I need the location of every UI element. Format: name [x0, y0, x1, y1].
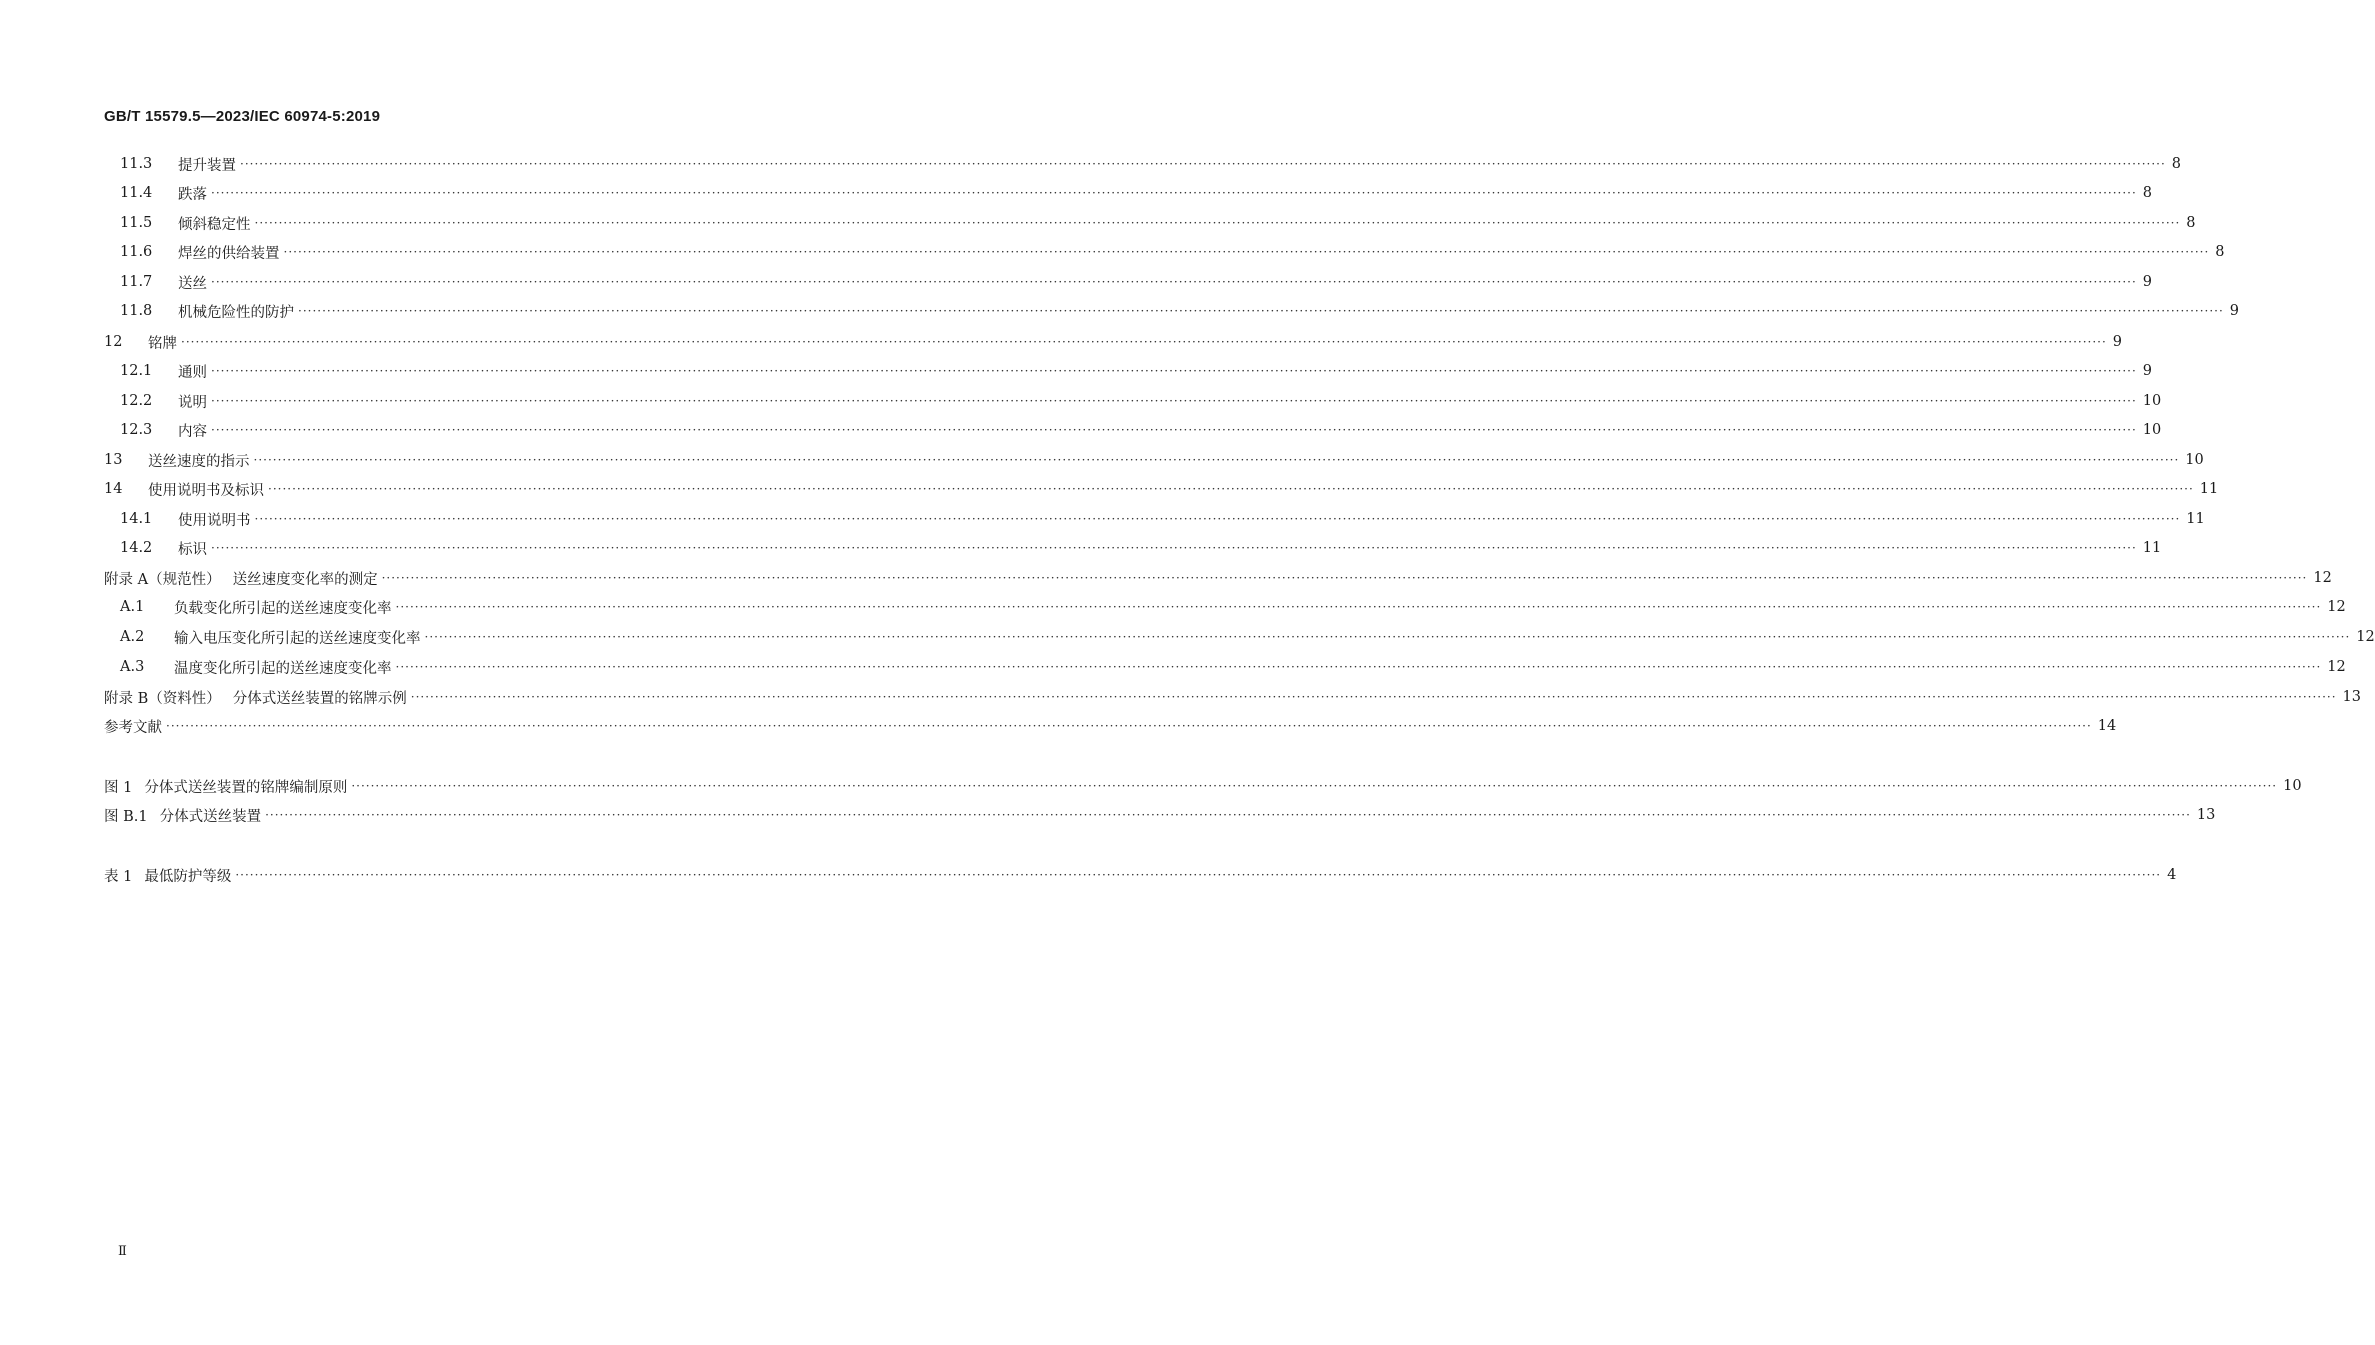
- toc-entry-title: 通则: [178, 364, 207, 381]
- dot-leader: ················································································································································································································································································································································································································: [181, 335, 2107, 349]
- dot-leader: ················································································································································································································································································································································································································: [211, 541, 2137, 555]
- dot-leader: ················································································································································································································································································································································································································: [395, 660, 2322, 674]
- toc-entry-page: 10: [2185, 452, 2204, 468]
- toc-entry[interactable]: [0, 686, 2361, 708]
- toc-entry[interactable]: [0, 419, 2162, 441]
- dot-leader: ················································································································································································································································································································································································································: [268, 482, 2194, 496]
- toc-entry-title: 机械危险性的防护: [178, 304, 294, 321]
- toc-entry-number: 12: [104, 334, 123, 350]
- toc-entry-page: 12: [2327, 599, 2346, 615]
- toc-entry[interactable]: [0, 715, 2117, 737]
- toc-entry-page: 10: [2142, 422, 2162, 438]
- toc-entry-title: 使用说明书及标识: [148, 482, 264, 499]
- dot-leader: ················································································································································································································································································································································································································: [351, 779, 2278, 793]
- toc-entry-title: 输入电压变化所引起的送丝速度变化率: [174, 630, 421, 647]
- dot-leader: ················································································································································································································································································································································································································: [240, 157, 2166, 171]
- toc-entry-page: 9: [2142, 363, 2153, 379]
- dot-leader: ················································································································································································································································································································································································································: [283, 245, 2210, 259]
- toc-entry-title: 焊丝的供给装置: [178, 245, 280, 262]
- toc-entry-number: 11.5: [120, 215, 153, 231]
- toc-entry[interactable]: [0, 390, 2162, 412]
- toc-entry-title: 倾斜稳定性: [178, 216, 251, 233]
- toc-entry-page: 9: [2229, 303, 2240, 319]
- toc-entry-page: 12: [2313, 570, 2332, 586]
- toc-entry-title: 分体式送丝装置的铭牌示例: [232, 690, 407, 707]
- toc-entry-page: 9: [2112, 334, 2123, 350]
- toc-entry-number: 参考文献: [104, 719, 162, 736]
- toc-entry-page: 14: [2097, 718, 2117, 734]
- toc-entry-number: A.2: [120, 629, 145, 645]
- toc-entry[interactable]: [0, 864, 2177, 886]
- toc-entry-page: 12: [2356, 629, 2375, 645]
- dot-leader: ················································································································································································································································································································································································································: [235, 868, 2162, 882]
- toc-entry[interactable]: [0, 212, 2196, 234]
- dot-leader: ················································································································································································································································································································································································································: [211, 423, 2137, 437]
- toc-entry-page: 13: [2342, 689, 2361, 705]
- toc-entry-title: 分体式送丝装置: [159, 808, 262, 825]
- toc-entry[interactable]: [0, 300, 2240, 322]
- toc-entry[interactable]: [0, 537, 2162, 559]
- toc-entry-page: 12: [2327, 659, 2346, 675]
- toc-entry-number: 11.8: [120, 303, 153, 319]
- toc-entry-title: 跌落: [178, 186, 207, 203]
- toc-entry[interactable]: [0, 804, 2216, 826]
- toc-entry-number: 14.2: [120, 540, 153, 556]
- dot-leader: ················································································································································································································································································································································································································: [424, 630, 2351, 644]
- toc-entry-title: 内容: [178, 423, 207, 440]
- toc-entry-number: A.3: [120, 659, 145, 675]
- dot-leader: ················································································································································································································································································································································································································: [265, 808, 2191, 822]
- dot-leader: ················································································································································································································································································································································································································: [211, 364, 2137, 378]
- dot-leader: ················································································································································································································································································································································································································: [410, 690, 2337, 704]
- toc-entry-page: 13: [2196, 807, 2216, 823]
- dot-leader: ················································································································································································································································································································································································································: [254, 216, 2181, 230]
- toc-entry[interactable]: [0, 478, 2219, 500]
- toc-entry-number: 14.1: [120, 511, 153, 527]
- toc-entry[interactable]: [0, 775, 2302, 797]
- dot-leader: ················································································································································································································································································································································································································: [166, 719, 2092, 733]
- toc-entry-page: 11: [2199, 481, 2219, 497]
- toc-entry-number: 11.7: [120, 274, 153, 290]
- toc-entry[interactable]: [0, 567, 2332, 589]
- toc-entry-title: 分体式送丝装置的铭牌编制原则: [144, 779, 348, 796]
- toc-entry-page: 10: [2283, 778, 2302, 794]
- toc-entry-title: 标识: [178, 541, 207, 558]
- dot-leader: ················································································································································································································································································································································································································: [253, 453, 2180, 467]
- toc-entry-number: 14: [104, 481, 123, 497]
- toc-entry-number: 附录 A（规范性）: [104, 571, 221, 588]
- toc-entry[interactable]: [0, 596, 2346, 618]
- page-number: Ⅱ: [118, 1244, 127, 1259]
- dot-leader: ················································································································································································································································································································································································································: [298, 304, 2224, 318]
- toc-entry-title: 使用说明书: [178, 512, 251, 529]
- dot-leader: ················································································································································································································································································································································································································: [395, 600, 2322, 614]
- toc-entry[interactable]: [0, 241, 2225, 263]
- dot-leader: ················································································································································································································································································································································································································: [211, 186, 2137, 200]
- toc-entry-title: 铭牌: [148, 335, 177, 352]
- toc-entry-number: 12.1: [120, 363, 153, 379]
- toc-entry[interactable]: [0, 331, 2123, 353]
- document-header: GB/T 15579.5—2023/IEC 60974-5:2019: [104, 108, 381, 125]
- toc-entry[interactable]: [0, 508, 2205, 530]
- toc-entry-title: 提升装置: [178, 157, 236, 174]
- toc-entry-page: 8: [2215, 244, 2225, 260]
- toc-entry-title: 最低防护等级: [144, 868, 232, 885]
- toc-entry[interactable]: [0, 153, 2182, 175]
- toc-entry-number: 12.3: [120, 422, 153, 438]
- toc-entry-page: 8: [2142, 185, 2153, 201]
- toc-entry-page: 11: [2186, 511, 2205, 527]
- toc-entry-title: 说明: [178, 394, 207, 411]
- toc-entry-page: 9: [2142, 274, 2153, 290]
- dot-leader: ················································································································································································································································································································································································································: [254, 512, 2181, 526]
- toc-entry[interactable]: [0, 626, 2375, 648]
- toc-entry-page: 11: [2142, 540, 2162, 556]
- dot-leader: ················································································································································································································································································································································································································: [211, 394, 2137, 408]
- toc-entry-number: 图 B.1: [104, 808, 148, 825]
- toc-entry-title: 送丝速度变化率的测定: [232, 571, 378, 588]
- toc-entry-number: 13: [104, 452, 123, 468]
- toc-entry-page: 8: [2186, 215, 2196, 231]
- toc-entry-page: 10: [2142, 393, 2162, 409]
- toc-entry-title: 负载变化所引起的送丝速度变化率: [174, 600, 392, 617]
- toc-entry-page: 4: [2167, 867, 2177, 883]
- toc-entry-number: A.1: [120, 599, 145, 615]
- toc-entry-title: 送丝速度的指示: [148, 453, 250, 470]
- toc-entry-number: 11.6: [120, 244, 153, 260]
- toc-entry-title: 温度变化所引起的送丝速度变化率: [174, 660, 392, 677]
- toc-entry[interactable]: [0, 271, 2153, 293]
- toc-entry-number: 11.3: [120, 156, 153, 172]
- toc-entry[interactable]: [0, 449, 2204, 471]
- toc-entry-page: 8: [2171, 156, 2182, 172]
- toc-entry[interactable]: [0, 360, 2153, 382]
- toc-entry-number: 11.4: [120, 185, 153, 201]
- dot-leader: ················································································································································································································································································································································································································: [381, 571, 2308, 585]
- toc-entry[interactable]: [0, 656, 2346, 678]
- toc-entry-number: 12.2: [120, 393, 153, 409]
- toc-entry[interactable]: [0, 182, 2153, 204]
- toc-entry-title: 送丝: [178, 275, 207, 292]
- toc-entry-number: 图 1: [104, 779, 133, 796]
- toc-entry-number: 附录 B（资料性）: [104, 690, 221, 707]
- toc-entry-number: 表 1: [104, 868, 133, 885]
- dot-leader: ················································································································································································································································································································································································································: [211, 275, 2137, 289]
